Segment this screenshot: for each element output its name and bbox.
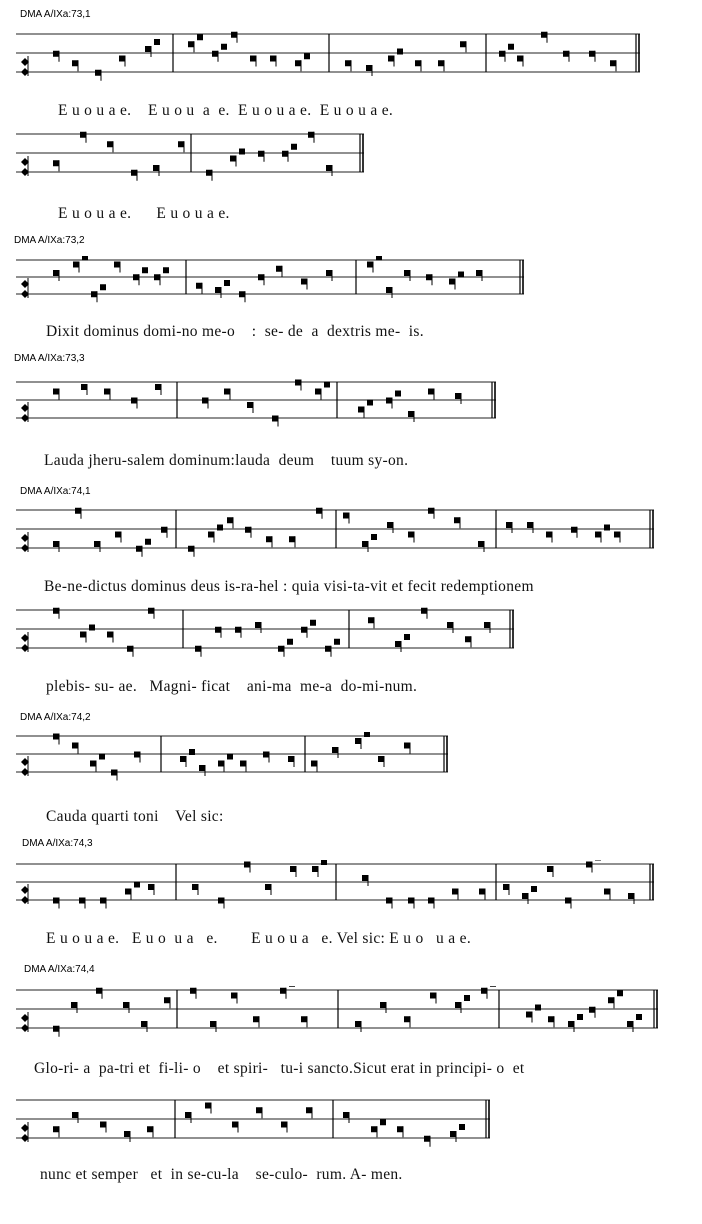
- neume: [91, 284, 106, 302]
- neume: [506, 522, 512, 533]
- neume: [610, 60, 616, 71]
- neume: [408, 532, 414, 543]
- neume: [387, 522, 393, 533]
- neume: [332, 747, 338, 758]
- neume: [127, 646, 133, 657]
- section-id: DMA A/IXa:73,1: [20, 9, 91, 20]
- neume: [134, 752, 140, 763]
- lyric-line: plebis- su- ae. Magni- ficat ani-ma me-a do-mi-num.: [46, 678, 418, 695]
- neume: [53, 270, 59, 281]
- section-id: DMA A/IXa:74,1: [20, 486, 91, 497]
- chant-staff: [16, 732, 450, 786]
- neume: [311, 761, 317, 772]
- neume: [133, 267, 148, 285]
- neume: [312, 860, 327, 877]
- neume: [232, 1122, 238, 1133]
- neume: [244, 862, 250, 873]
- neume: [371, 1119, 386, 1137]
- chant-staff: [16, 506, 656, 562]
- neume: [202, 398, 208, 409]
- neume: [301, 279, 307, 290]
- neume: [421, 608, 427, 619]
- lyric-line: E u o u a e. E u o u a e. E u o u a e. E u o u a e.: [58, 102, 394, 119]
- neume: [147, 1126, 153, 1137]
- neume: [426, 274, 432, 285]
- neume: [428, 508, 434, 519]
- neume: [272, 416, 278, 427]
- neume: [404, 270, 410, 281]
- neume: [240, 761, 246, 772]
- neume: [546, 532, 552, 543]
- neume: [563, 51, 569, 62]
- neume: [404, 1016, 410, 1027]
- neume: [378, 756, 384, 767]
- lyric-line: nunc et semper et in se-cu-la se-culo- rum. A- men.: [40, 1166, 403, 1183]
- neume: [141, 1021, 147, 1032]
- neume: [452, 889, 458, 900]
- lyric-line: Lauda jheru-salem dominum:lauda deum tuum sy-on.: [44, 452, 409, 469]
- neume: [290, 866, 296, 877]
- neume: [430, 993, 436, 1004]
- chant-staff: [16, 30, 642, 86]
- neume: [614, 532, 620, 543]
- lyric-line: Dixit dominus domi-no me-o : se- de a dextris me- is.: [46, 323, 424, 340]
- neume: [161, 527, 167, 538]
- neume: [589, 51, 595, 62]
- neume: [215, 280, 230, 298]
- neume: [90, 754, 105, 772]
- chant-staff: [16, 130, 366, 186]
- neume: [503, 884, 509, 895]
- neume: [355, 1021, 361, 1032]
- neume: [447, 622, 453, 633]
- neume: [270, 56, 276, 67]
- neume: [210, 1021, 216, 1032]
- neume: [608, 990, 623, 1008]
- neume: [53, 541, 59, 552]
- neume: [517, 56, 523, 67]
- neume: [53, 389, 59, 400]
- neume: [289, 536, 295, 547]
- neume: [479, 889, 485, 900]
- neume: [424, 1136, 430, 1147]
- neume: [343, 1112, 349, 1123]
- section-id: DMA A/IXa:74,3: [22, 838, 93, 849]
- neume: [79, 898, 85, 909]
- neume: [114, 262, 120, 273]
- neume: [481, 986, 496, 999]
- neume: [484, 622, 490, 633]
- neume: [125, 882, 140, 900]
- neume: [218, 898, 224, 909]
- neume: [107, 141, 113, 152]
- neume: [72, 60, 78, 71]
- neume: [53, 1126, 59, 1137]
- neume: [326, 165, 332, 176]
- neume: [280, 986, 295, 999]
- neume: [80, 132, 86, 143]
- neume: [230, 149, 245, 167]
- neume: [148, 884, 154, 895]
- neume: [326, 270, 332, 281]
- chant-staff: [16, 606, 516, 662]
- neume: [53, 1026, 59, 1037]
- neume: [526, 1005, 541, 1023]
- neume: [548, 1016, 554, 1027]
- neume: [295, 53, 310, 71]
- neume: [589, 1007, 595, 1018]
- neume: [276, 266, 282, 277]
- chant-staff: [16, 986, 660, 1042]
- neume: [224, 389, 230, 400]
- neume: [595, 525, 610, 543]
- neume: [231, 32, 237, 43]
- neume: [586, 860, 601, 873]
- chant-staff: [16, 1096, 492, 1152]
- neume: [388, 49, 403, 67]
- neume: [190, 988, 196, 999]
- neume: [111, 770, 117, 781]
- neume: [568, 1014, 583, 1032]
- neume: [627, 1014, 642, 1032]
- neume: [235, 627, 241, 638]
- lyric-line: E u o u a e. E u o u a e.: [58, 205, 230, 222]
- neume: [80, 625, 95, 643]
- neume: [455, 393, 461, 404]
- neume: [71, 1002, 77, 1013]
- neume: [155, 384, 161, 395]
- neume: [450, 1124, 465, 1142]
- section-id: DMA A/IXa:74,2: [20, 712, 91, 723]
- neume: [628, 893, 634, 904]
- chant-staff: [16, 256, 526, 308]
- neume: [256, 1107, 262, 1118]
- neume: [247, 402, 253, 413]
- neume: [438, 60, 444, 71]
- neume: [478, 541, 484, 552]
- neume: [178, 141, 184, 152]
- neume: [180, 749, 195, 767]
- neume: [301, 1016, 307, 1027]
- neume: [81, 384, 87, 395]
- neume: [306, 1107, 312, 1118]
- neume: [395, 634, 410, 652]
- neume: [208, 525, 223, 543]
- neume: [206, 170, 212, 181]
- neume: [368, 617, 374, 628]
- neume: [53, 160, 59, 171]
- neume: [281, 1122, 287, 1133]
- neume: [94, 541, 100, 552]
- neume: [53, 898, 59, 909]
- lyric-line: E u o u a e. E u o u a e. E u o u a e. Vel sic: E u o u a e.: [46, 930, 471, 947]
- neume: [107, 632, 113, 643]
- lyric-line: Cauda quarti toni Vel sic:: [46, 808, 224, 825]
- neume: [358, 400, 373, 418]
- neume: [308, 132, 314, 143]
- neume: [345, 60, 351, 71]
- neume: [123, 1002, 129, 1013]
- neume: [522, 886, 537, 904]
- neume: [604, 889, 610, 900]
- neume: [460, 41, 466, 52]
- neume: [367, 256, 382, 273]
- neume: [343, 513, 349, 524]
- neume: [355, 732, 370, 749]
- neume: [258, 274, 264, 285]
- neume: [205, 1103, 211, 1114]
- neume: [295, 380, 301, 391]
- neume: [53, 608, 59, 619]
- neume: [255, 622, 261, 633]
- neume: [253, 1016, 259, 1027]
- neume: [258, 151, 264, 162]
- neume: [547, 866, 553, 877]
- neume: [288, 756, 294, 767]
- neume: [188, 546, 194, 557]
- neume: [316, 508, 322, 519]
- neume: [265, 884, 271, 895]
- neume: [96, 988, 102, 999]
- neume: [527, 522, 533, 533]
- neume: [100, 898, 106, 909]
- neume: [380, 1002, 386, 1013]
- neume: [72, 743, 78, 754]
- neume: [104, 389, 110, 400]
- neume: [115, 532, 121, 543]
- neume: [454, 517, 460, 528]
- neume: [476, 270, 482, 281]
- neume: [154, 267, 169, 285]
- neume: [227, 517, 233, 528]
- section-id: DMA A/IXa:73,2: [14, 235, 85, 246]
- neume: [449, 272, 464, 290]
- neume: [153, 165, 159, 176]
- section-id: DMA A/IXa:73,3: [14, 353, 85, 364]
- neume: [239, 291, 245, 302]
- lyric-line: Glo-ri- a pa-tri et fi-li- o et spiri- tu-i sancto.Sicut erat in principi- o et: [34, 1060, 525, 1077]
- neume: [119, 56, 125, 67]
- neume: [408, 898, 414, 909]
- neume: [53, 51, 59, 62]
- neume: [250, 56, 256, 67]
- neume: [362, 875, 368, 886]
- neume: [148, 608, 154, 619]
- neume: [315, 382, 330, 400]
- neume: [397, 1126, 403, 1137]
- neume: [164, 997, 170, 1008]
- neume: [192, 884, 198, 895]
- neume: [231, 993, 237, 1004]
- neume: [362, 534, 377, 552]
- neume: [215, 627, 221, 638]
- neume: [131, 398, 137, 409]
- neume: [131, 170, 137, 181]
- lyric-line: Be-ne-dictus dominus deus is-ra-hel : quia visi-ta-vit et fecit redemptionem: [44, 578, 534, 595]
- neume: [95, 70, 101, 81]
- neume: [415, 60, 421, 71]
- neume: [196, 283, 202, 294]
- neume: [565, 898, 571, 909]
- neume: [266, 536, 272, 547]
- chant-staff: [16, 378, 498, 432]
- neume: [199, 765, 205, 776]
- neume: [428, 389, 434, 400]
- neume: [218, 754, 233, 772]
- neume: [100, 1122, 106, 1133]
- neume: [408, 411, 414, 422]
- section-id: DMA A/IXa:74,4: [24, 964, 95, 975]
- neume: [145, 39, 160, 57]
- neume: [185, 1112, 191, 1123]
- neume: [428, 898, 434, 909]
- chant-staff: [16, 860, 656, 914]
- neume: [263, 752, 269, 763]
- neume: [541, 32, 547, 43]
- neume: [465, 636, 471, 647]
- neume: [73, 256, 88, 273]
- neume: [188, 34, 203, 52]
- neume: [195, 646, 201, 657]
- neume: [245, 527, 251, 538]
- neume: [72, 1112, 78, 1123]
- neume: [455, 995, 470, 1013]
- neume: [366, 65, 372, 76]
- neume: [571, 527, 577, 538]
- neume: [124, 1131, 130, 1142]
- neume: [75, 508, 81, 519]
- neume: [386, 287, 392, 298]
- neume: [404, 743, 410, 754]
- neume: [386, 898, 392, 909]
- neume: [53, 734, 59, 745]
